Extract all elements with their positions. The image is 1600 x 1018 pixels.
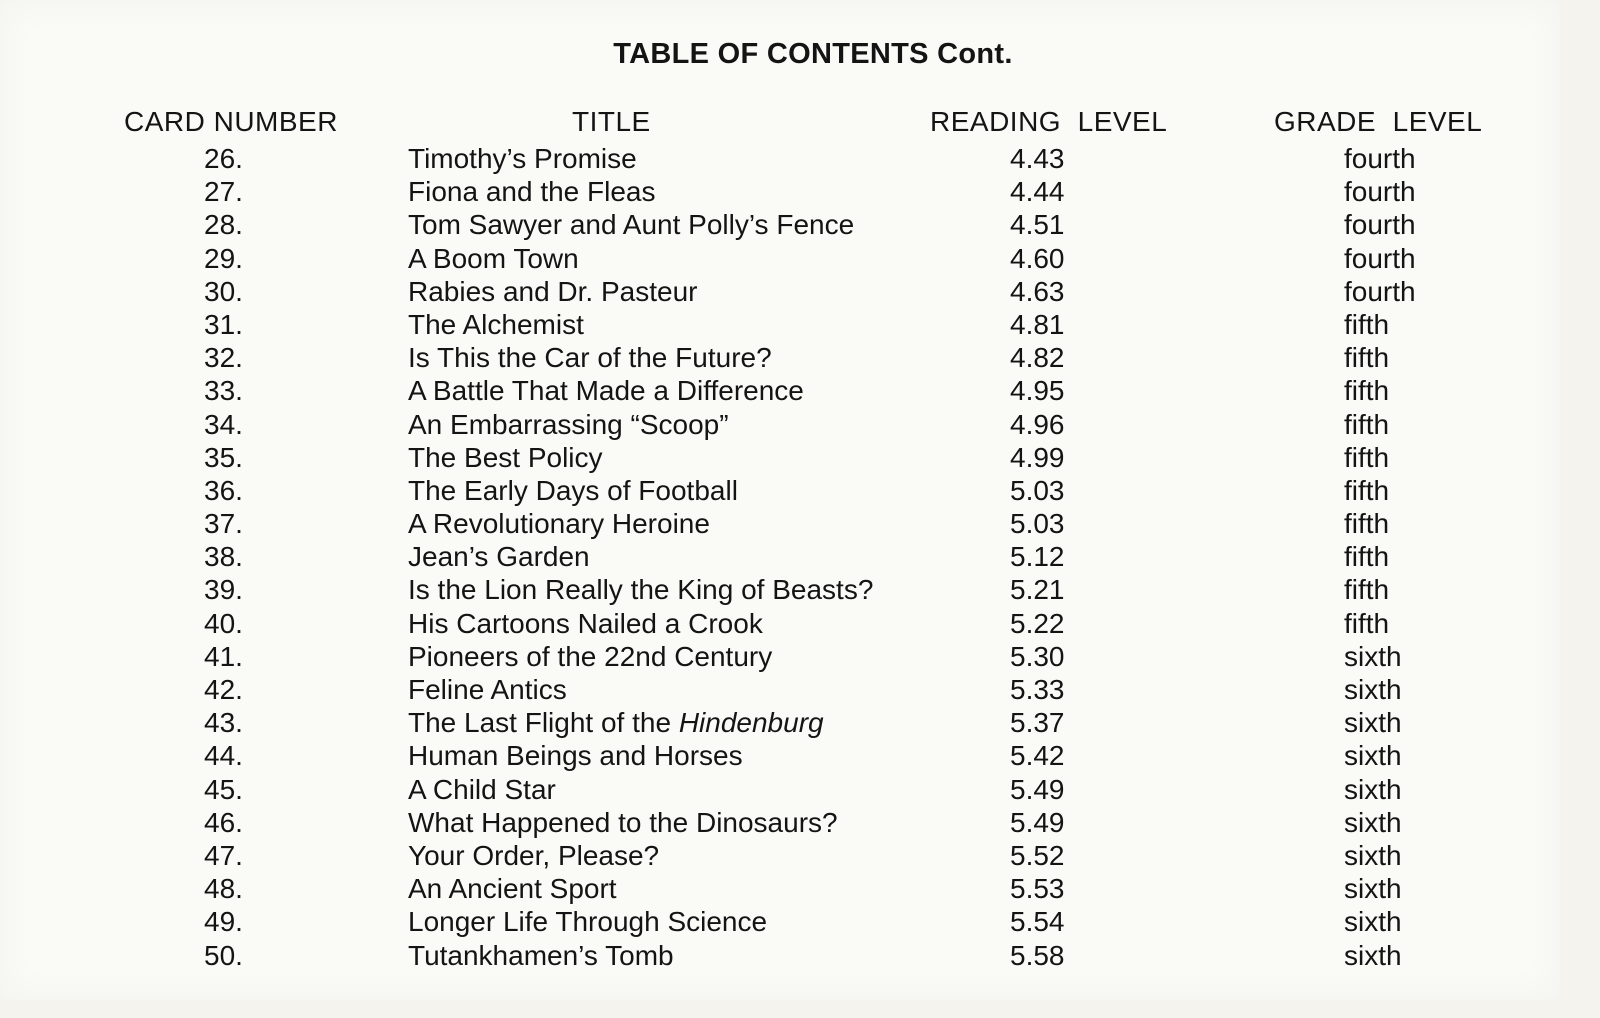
column-header-grade-level: GRADE LEVEL [1274, 106, 1483, 137]
page-title-suffix: Cont. [937, 38, 1013, 70]
grade-level: fourth [1344, 242, 1416, 274]
grade-level: fifth [1344, 574, 1390, 606]
reading-level: 5.49 [1010, 806, 1065, 838]
grade-level: sixth [1344, 906, 1402, 938]
card-number: 40. [204, 607, 243, 639]
grade-level: fifth [1344, 607, 1390, 639]
card-title [408, 839, 659, 872]
table-row [0, 175, 1560, 208]
reading-level: 4.99 [1010, 441, 1065, 473]
reading-level: 5.03 [1010, 474, 1065, 506]
card-title [408, 308, 584, 341]
card-title-text: The Best Policy [408, 441, 603, 473]
reading-level: 5.58 [1010, 939, 1065, 971]
card-title [408, 872, 617, 905]
reading-level: 5.03 [1010, 508, 1065, 540]
card-title [408, 640, 772, 673]
card-title [408, 341, 772, 374]
card-title-italic: Hindenburg [678, 707, 824, 739]
card-number: 26. [204, 143, 243, 174]
card-title [408, 773, 556, 806]
card-title-text: Fiona and the Fleas [408, 176, 656, 208]
reading-level: 5.52 [1010, 839, 1065, 871]
card-title-text: Rabies and Dr. Pasteur [408, 275, 698, 307]
grade-level: fourth [1344, 209, 1416, 241]
reading-level: 5.12 [1010, 541, 1065, 573]
card-title [408, 540, 590, 573]
card-number: 35. [204, 441, 243, 473]
card-title [408, 507, 710, 540]
reading-level: 5.54 [1010, 906, 1065, 938]
card-title-text: The Last Flight of the [408, 707, 679, 739]
card-title-text: A Revolutionary Heroine [408, 508, 710, 540]
table-row [0, 441, 1560, 474]
table-row [0, 806, 1560, 839]
card-title-text: Your Order, Please? [408, 839, 660, 871]
reading-level: 4.60 [1010, 242, 1065, 274]
card-title [408, 739, 743, 772]
card-title-text: Jean’s Garden [408, 541, 590, 573]
card-number: 49. [204, 906, 243, 938]
reading-level: 5.30 [1010, 640, 1065, 672]
card-number: 33. [204, 375, 243, 407]
card-number: 31. [204, 308, 243, 340]
card-number: 29. [204, 242, 243, 274]
card-title [408, 474, 738, 507]
card-number: 50. [204, 939, 243, 971]
table-row [0, 374, 1560, 407]
reading-level: 4.96 [1010, 408, 1065, 440]
table-row [0, 773, 1560, 806]
reading-level: 4.63 [1010, 275, 1065, 307]
grade-level: fifth [1344, 308, 1390, 340]
card-title [408, 939, 674, 972]
reading-level: 4.82 [1010, 342, 1065, 374]
card-title-text: Longer Life Through Science [408, 906, 768, 938]
card-title-text: Is This the Car of the Future? [408, 342, 772, 374]
card-number: 38. [204, 541, 243, 573]
contents-table [0, 142, 1560, 972]
card-number: 36. [204, 474, 243, 506]
reading-level: 4.44 [1010, 176, 1065, 208]
table-row [0, 739, 1560, 772]
table-row [0, 275, 1560, 308]
card-title [408, 905, 767, 938]
card-title-text: A Child Star [408, 773, 556, 805]
card-number: 47. [204, 839, 243, 871]
card-title-text: Pioneers of the 22nd Century [408, 640, 773, 672]
table-row [0, 242, 1560, 275]
card-number: 43. [204, 707, 243, 739]
grade-level: sixth [1344, 707, 1402, 739]
table-row [0, 607, 1560, 640]
card-title-text: Human Beings and Horses [408, 740, 743, 772]
table-row [0, 507, 1560, 540]
grade-level: fourth [1344, 176, 1416, 208]
table-row [0, 573, 1560, 606]
reading-level: 5.37 [1010, 707, 1065, 739]
grade-level: sixth [1344, 674, 1402, 705]
table-row [0, 839, 1560, 872]
grade-level: sixth [1344, 640, 1402, 672]
grade-level: sixth [1344, 939, 1402, 971]
grade-level: fifth [1344, 375, 1390, 407]
card-number: 28. [204, 209, 243, 241]
column-header-reading-level: READING LEVEL [930, 106, 1168, 137]
grade-level: fourth [1344, 275, 1416, 307]
card-title [408, 242, 579, 275]
card-number: 34. [204, 408, 243, 440]
page-title [0, 38, 1600, 71]
grade-level: sixth [1344, 839, 1402, 871]
card-number: 44. [204, 740, 243, 772]
card-title [408, 806, 838, 839]
card-number: 41. [204, 640, 243, 672]
card-title [408, 374, 804, 407]
card-number: 46. [204, 806, 243, 838]
column-header-card-number: CARD NUMBER [124, 106, 338, 137]
grade-level: fourth [1344, 143, 1416, 174]
card-title [408, 275, 698, 308]
grade-level: sixth [1344, 873, 1402, 905]
card-number: 27. [204, 176, 243, 208]
card-number: 32. [204, 342, 243, 374]
card-title-text: Tom Sawyer and Aunt Polly’s Fence [408, 209, 855, 241]
card-title [408, 673, 567, 706]
card-title-text: A Battle That Made a Difference [408, 375, 804, 407]
table-row [0, 474, 1560, 507]
card-title-text: What Happened to the Dinosaurs? [408, 806, 838, 838]
table-row [0, 939, 1560, 972]
card-title [408, 573, 873, 606]
card-title-text: His Cartoons Nailed a Crook [408, 607, 763, 639]
card-title-text: An Ancient Sport [408, 873, 617, 905]
table-row [0, 673, 1560, 706]
card-number: 37. [204, 508, 243, 540]
table-row [0, 341, 1560, 374]
card-title-text: Is the Lion Really the King of Beasts? [408, 574, 874, 606]
card-title-text: An Embarrassing “Scoop” [408, 408, 729, 440]
reading-level: 4.43 [1010, 143, 1065, 174]
reading-level: 5.49 [1010, 773, 1065, 805]
card-number: 39. [204, 574, 243, 606]
card-title [408, 441, 603, 474]
card-title [408, 208, 854, 241]
reading-level: 5.33 [1010, 674, 1065, 705]
card-title [408, 706, 824, 739]
reading-level: 4.95 [1010, 375, 1065, 407]
grade-level: fifth [1344, 342, 1390, 374]
card-number: 48. [204, 873, 243, 905]
card-number: 30. [204, 275, 243, 307]
grade-level: fifth [1344, 508, 1390, 540]
table-row [0, 905, 1560, 938]
card-title [408, 175, 656, 208]
table-row [0, 308, 1560, 341]
grade-level: fifth [1344, 441, 1390, 473]
table-row [0, 706, 1560, 739]
grade-level: fifth [1344, 474, 1390, 506]
reading-level: 5.53 [1010, 873, 1065, 905]
table-row [0, 640, 1560, 673]
reading-level: 4.51 [1010, 209, 1065, 241]
grade-level: sixth [1344, 740, 1402, 772]
card-title-text: The Early Days of Football [408, 474, 738, 506]
table-row [0, 540, 1560, 573]
grade-level: fifth [1344, 408, 1390, 440]
table-row [0, 142, 1560, 175]
card-title [408, 408, 729, 441]
table-row [0, 408, 1560, 441]
reading-level: 5.22 [1010, 607, 1065, 639]
card-number: 45. [204, 773, 243, 805]
card-title-text: Tutankhamen’s Tomb [408, 939, 674, 971]
table-row [0, 872, 1560, 905]
reading-level: 4.81 [1010, 308, 1065, 340]
page-title-main: TABLE OF CONTENTS [613, 38, 929, 70]
column-header-title: TITLE [572, 106, 651, 137]
card-title-text: The Alchemist [408, 308, 584, 340]
card-title [408, 607, 763, 640]
card-title-text: Feline Antics [408, 674, 567, 705]
reading-level: 5.42 [1010, 740, 1065, 772]
card-title-text: A Boom Town [408, 242, 579, 274]
grade-level: sixth [1344, 773, 1402, 805]
card-number: 42. [204, 674, 243, 705]
grade-level: fifth [1344, 541, 1390, 573]
grade-level: sixth [1344, 806, 1402, 838]
card-title-text: Timothy’s Promise [408, 143, 637, 174]
reading-level: 5.21 [1010, 574, 1065, 606]
card-title [408, 142, 637, 175]
table-row [0, 208, 1560, 241]
